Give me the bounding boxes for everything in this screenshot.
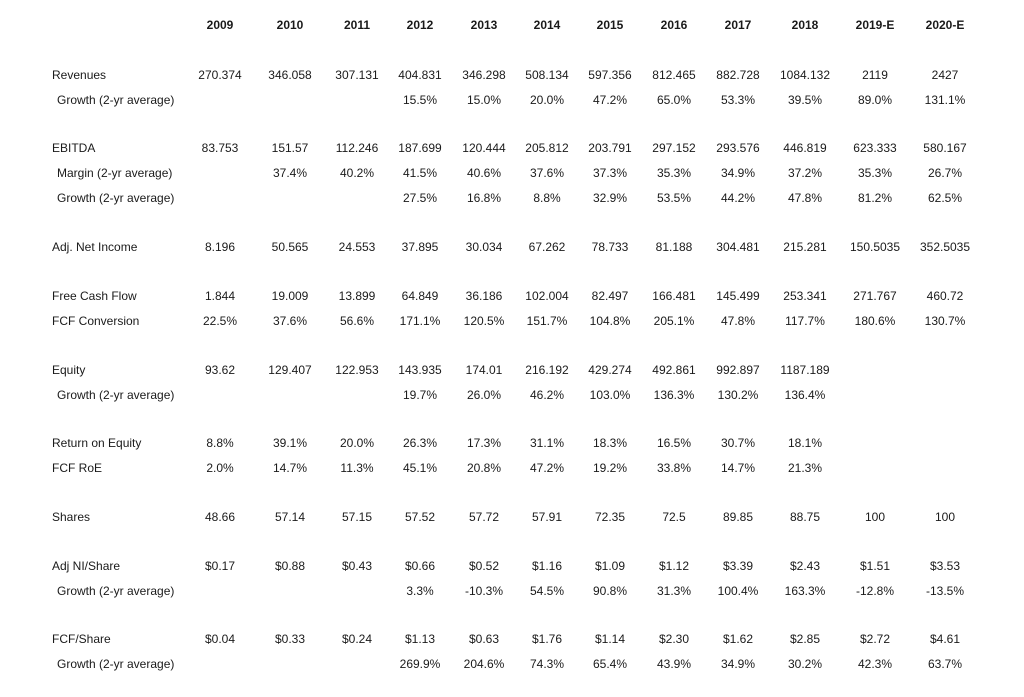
- table-cell: $0.66: [404, 559, 436, 573]
- table-cell: 31.3%: [656, 584, 692, 598]
- table-cell: 205.1%: [653, 314, 695, 328]
- table-cell: 89.85: [722, 510, 754, 524]
- table-cell: 163.3%: [784, 584, 826, 598]
- table-cell: 346.058: [268, 68, 312, 82]
- table-cell: 20.8%: [466, 461, 502, 475]
- table-cell: 56.6%: [339, 314, 375, 328]
- table-cell: 54.5%: [529, 584, 565, 598]
- table-cell: 46.2%: [529, 388, 565, 402]
- table-cell: 53.5%: [656, 191, 692, 205]
- table-cell: 404.831: [398, 68, 442, 82]
- row-label: Growth (2-yr average): [57, 388, 175, 402]
- row-label: FCF Conversion: [52, 314, 140, 328]
- table-cell: -12.8%: [855, 584, 895, 598]
- table-cell: 39.1%: [272, 436, 308, 450]
- table-cell: 304.481: [716, 240, 760, 254]
- table-cell: 26.3%: [402, 436, 438, 450]
- table-cell: $0.43: [341, 559, 373, 573]
- year-header: 2019-E: [855, 18, 895, 32]
- table-cell: 2119: [862, 68, 888, 82]
- table-cell: 3.3%: [406, 584, 434, 598]
- table-cell: $1.76: [531, 632, 563, 646]
- table-cell: 57.15: [341, 510, 373, 524]
- table-cell: 597.356: [588, 68, 632, 82]
- table-cell: 100: [864, 510, 886, 524]
- table-cell: 40.6%: [466, 166, 502, 180]
- row-label: Return on Equity: [52, 436, 142, 450]
- table-cell: 37.895: [401, 240, 439, 254]
- table-cell: 130.7%: [924, 314, 966, 328]
- year-header: 2020-E: [925, 18, 965, 32]
- table-cell: 100: [934, 510, 956, 524]
- table-cell: $1.09: [594, 559, 626, 573]
- table-cell: 2.0%: [206, 461, 234, 475]
- table-cell: 812.465: [652, 68, 696, 82]
- table-cell: 81.188: [655, 240, 693, 254]
- table-cell: 19.7%: [402, 388, 438, 402]
- row-label: Shares: [52, 510, 91, 524]
- table-cell: 15.5%: [402, 93, 438, 107]
- table-cell: $0.52: [468, 559, 500, 573]
- table-cell: 67.262: [528, 240, 566, 254]
- table-cell: 47.2%: [529, 461, 565, 475]
- table-cell: 205.812: [525, 141, 569, 155]
- year-header: 2011: [343, 18, 371, 32]
- table-cell: 429.274: [588, 363, 632, 377]
- table-cell: 150.5035: [849, 240, 901, 254]
- table-cell: 82.497: [591, 289, 629, 303]
- table-cell: 62.5%: [927, 191, 963, 205]
- table-cell: 171.1%: [399, 314, 441, 328]
- table-cell: 90.8%: [592, 584, 628, 598]
- table-cell: 112.246: [335, 141, 379, 155]
- table-cell: 204.6%: [463, 657, 505, 671]
- year-header: 2013: [470, 18, 498, 32]
- table-cell: 882.728: [716, 68, 760, 82]
- year-header: 2014: [533, 18, 561, 32]
- year-header: 2012: [406, 18, 434, 32]
- table-cell: 104.8%: [589, 314, 631, 328]
- table-cell: 65.4%: [592, 657, 628, 671]
- row-label: Growth (2-yr average): [57, 584, 175, 598]
- table-cell: $0.63: [468, 632, 500, 646]
- table-cell: 63.7%: [927, 657, 963, 671]
- table-cell: 20.0%: [529, 93, 565, 107]
- table-cell: 26.7%: [927, 166, 963, 180]
- table-cell: 37.6%: [529, 166, 565, 180]
- table-cell: 57.91: [531, 510, 563, 524]
- table-cell: 50.565: [271, 240, 309, 254]
- table-cell: 78.733: [591, 240, 629, 254]
- table-cell: 19.2%: [592, 461, 628, 475]
- table-cell: 14.7%: [272, 461, 308, 475]
- table-cell: 57.14: [274, 510, 306, 524]
- table-cell: 13.899: [338, 289, 376, 303]
- table-cell: 37.3%: [592, 166, 628, 180]
- table-cell: 216.192: [525, 363, 569, 377]
- table-cell: 307.131: [335, 68, 379, 82]
- year-header: 2017: [724, 18, 752, 32]
- table-cell: 34.9%: [720, 166, 756, 180]
- table-cell: 37.4%: [272, 166, 308, 180]
- table-cell: $3.53: [929, 559, 961, 573]
- table-cell: 151.7%: [526, 314, 568, 328]
- table-cell: 72.35: [594, 510, 626, 524]
- table-cell: 166.481: [652, 289, 696, 303]
- table-cell: 8.8%: [533, 191, 561, 205]
- table-cell: 21.3%: [787, 461, 823, 475]
- table-cell: 45.1%: [402, 461, 438, 475]
- table-cell: 20.0%: [339, 436, 375, 450]
- table-cell: 18.3%: [592, 436, 628, 450]
- table-cell: 270.374: [198, 68, 242, 82]
- row-label: Margin (2-yr average): [57, 166, 173, 180]
- table-cell: $0.33: [274, 632, 306, 646]
- table-cell: 623.333: [853, 141, 897, 155]
- table-cell: 83.753: [201, 141, 239, 155]
- table-cell: 215.281: [783, 240, 827, 254]
- table-cell: 48.66: [204, 510, 236, 524]
- table-cell: 122.953: [335, 363, 379, 377]
- table-cell: 129.407: [268, 363, 312, 377]
- table-cell: 57.72: [468, 510, 500, 524]
- table-cell: 19.009: [271, 289, 309, 303]
- table-cell: 36.186: [465, 289, 503, 303]
- table-cell: $0.88: [274, 559, 306, 573]
- table-cell: $1.16: [531, 559, 563, 573]
- table-cell: 151.57: [271, 141, 309, 155]
- table-cell: 40.2%: [339, 166, 375, 180]
- year-header: 2016: [660, 18, 688, 32]
- table-cell: 269.9%: [399, 657, 441, 671]
- table-cell: $0.04: [204, 632, 236, 646]
- table-cell: 15.0%: [466, 93, 502, 107]
- table-cell: 65.0%: [656, 93, 692, 107]
- table-cell: 27.5%: [402, 191, 438, 205]
- table-cell: $2.85: [789, 632, 821, 646]
- table-cell: 143.935: [398, 363, 442, 377]
- table-cell: 35.3%: [857, 166, 893, 180]
- row-label: Free Cash Flow: [52, 289, 137, 303]
- table-cell: 74.3%: [529, 657, 565, 671]
- table-cell: 203.791: [588, 141, 632, 155]
- table-cell: 53.3%: [720, 93, 756, 107]
- row-label: Growth (2-yr average): [57, 93, 175, 107]
- table-cell: 47.8%: [720, 314, 756, 328]
- table-cell: 32.9%: [592, 191, 628, 205]
- table-cell: $2.43: [789, 559, 821, 573]
- year-header: 2018: [791, 18, 819, 32]
- table-cell: 14.7%: [720, 461, 756, 475]
- table-cell: 17.3%: [466, 436, 502, 450]
- row-label: FCF RoE: [52, 461, 103, 475]
- table-cell: 131.1%: [924, 93, 966, 107]
- year-header: 2010: [276, 18, 304, 32]
- table-cell: $0.17: [204, 559, 236, 573]
- table-cell: -13.5%: [925, 584, 965, 598]
- table-cell: 253.341: [783, 289, 827, 303]
- table-cell: 42.3%: [857, 657, 893, 671]
- table-cell: 492.861: [652, 363, 696, 377]
- table-cell: 30.7%: [720, 436, 756, 450]
- table-cell: 117.7%: [785, 314, 825, 328]
- table-cell: $0.24: [341, 632, 373, 646]
- table-cell: 22.5%: [202, 314, 238, 328]
- table-cell: 81.2%: [857, 191, 893, 205]
- table-cell: $4.61: [929, 632, 961, 646]
- table-cell: 24.553: [338, 240, 376, 254]
- table-cell: 30.034: [465, 240, 503, 254]
- table-cell: 33.8%: [656, 461, 692, 475]
- table-cell: 37.6%: [272, 314, 308, 328]
- row-label: EBITDA: [52, 141, 96, 155]
- table-cell: 120.5%: [463, 314, 505, 328]
- table-cell: 64.849: [401, 289, 439, 303]
- table-cell: 580.167: [923, 141, 967, 155]
- table-cell: 47.2%: [592, 93, 628, 107]
- table-cell: 1187.189: [780, 363, 830, 377]
- table-cell: 120.444: [462, 141, 506, 155]
- table-cell: 44.2%: [720, 191, 756, 205]
- table-cell: 145.499: [716, 289, 760, 303]
- table-cell: 31.1%: [529, 436, 565, 450]
- table-cell: 18.1%: [787, 436, 823, 450]
- table-cell: $1.62: [722, 632, 754, 646]
- table-cell: 1084.132: [779, 68, 831, 82]
- table-cell: 16.8%: [466, 191, 502, 205]
- table-cell: 446.819: [783, 141, 827, 155]
- table-cell: 100.4%: [717, 584, 759, 598]
- table-cell: 89.0%: [857, 93, 893, 107]
- table-cell: 57.52: [404, 510, 436, 524]
- table-cell: $1.12: [658, 559, 690, 573]
- table-cell: 103.0%: [589, 388, 631, 402]
- table-cell: 35.3%: [656, 166, 692, 180]
- table-cell: 34.9%: [720, 657, 756, 671]
- year-header: 2009: [206, 18, 234, 32]
- table-cell: 88.75: [789, 510, 821, 524]
- table-cell: $3.39: [722, 559, 754, 573]
- table-cell: 187.699: [398, 141, 442, 155]
- table-cell: 992.897: [716, 363, 760, 377]
- table-cell: 352.5035: [919, 240, 971, 254]
- table-cell: 271.767: [853, 289, 897, 303]
- table-cell: 72.5: [662, 510, 686, 524]
- table-cell: 2427: [931, 68, 959, 82]
- table-cell: 293.576: [716, 141, 760, 155]
- table-cell: $2.30: [658, 632, 690, 646]
- table-cell: 8.196: [204, 240, 236, 254]
- table-cell: 43.9%: [656, 657, 692, 671]
- table-cell: 346.298: [462, 68, 506, 82]
- table-cell: 37.2%: [787, 166, 823, 180]
- table-cell: -10.3%: [464, 584, 504, 598]
- table-cell: $1.13: [404, 632, 436, 646]
- row-label: Growth (2-yr average): [57, 191, 175, 205]
- row-label: Equity: [52, 363, 86, 377]
- table-cell: 8.8%: [206, 436, 234, 450]
- table-cell: 39.5%: [787, 93, 823, 107]
- table-cell: 30.2%: [787, 657, 823, 671]
- table-cell: 41.5%: [402, 166, 438, 180]
- table-cell: 16.5%: [656, 436, 692, 450]
- table-cell: 180.6%: [854, 314, 896, 328]
- table-cell: 93.62: [204, 363, 236, 377]
- table-cell: 130.2%: [717, 388, 759, 402]
- table-cell: $1.51: [859, 559, 891, 573]
- row-label: Adj NI/Share: [52, 559, 121, 573]
- table-cell: 11.3%: [340, 461, 374, 475]
- row-label: Revenues: [52, 68, 107, 82]
- table-cell: 26.0%: [466, 388, 502, 402]
- table-cell: 297.152: [652, 141, 696, 155]
- table-cell: 460.72: [926, 289, 964, 303]
- table-cell: 508.134: [525, 68, 569, 82]
- row-label: Growth (2-yr average): [57, 657, 175, 671]
- table-cell: 136.3%: [653, 388, 695, 402]
- table-cell: $2.72: [859, 632, 891, 646]
- table-cell: 136.4%: [784, 388, 826, 402]
- table-cell: 1.844: [204, 289, 236, 303]
- row-label: FCF/Share: [52, 632, 111, 646]
- table-cell: 174.01: [465, 363, 503, 377]
- row-label: Adj. Net Income: [52, 240, 138, 254]
- table-cell: 47.8%: [787, 191, 823, 205]
- table-cell: 102.004: [525, 289, 569, 303]
- year-header: 2015: [596, 18, 624, 32]
- table-cell: $1.14: [594, 632, 626, 646]
